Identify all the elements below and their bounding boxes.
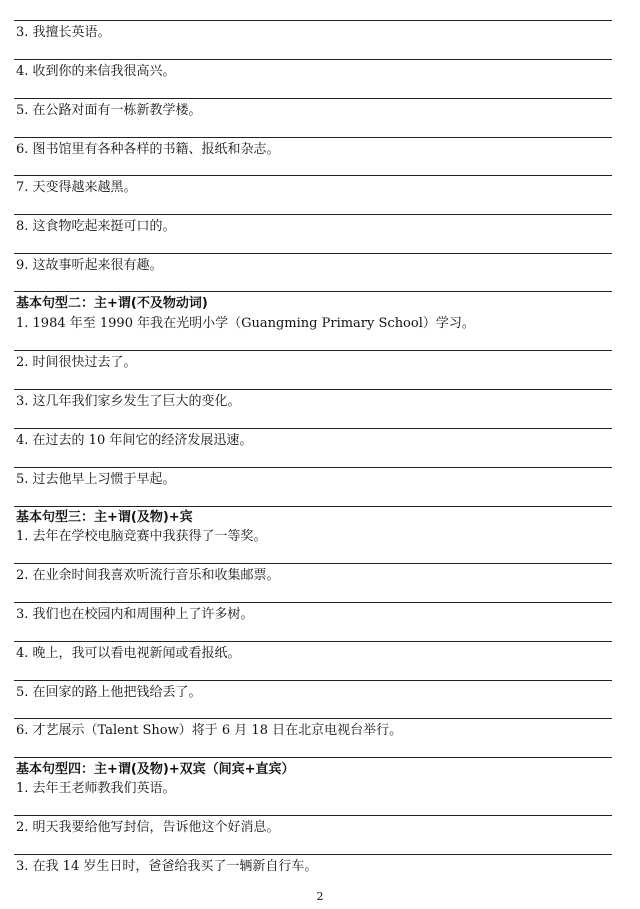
- answer-line[interactable]: [14, 175, 612, 176]
- page-number: 2: [316, 890, 324, 903]
- answer-line[interactable]: [14, 59, 612, 60]
- sentence-item: 4. 在过去的 10 年间它的经济发展迅速。: [16, 433, 253, 448]
- sentence-item: 3. 这几年我们家乡发生了巨大的变化。: [16, 394, 241, 409]
- answer-line[interactable]: [14, 680, 612, 681]
- sentence-item: 1. 去年在学校电脑竞赛中我获得了一等奖。: [16, 529, 267, 544]
- sentence-item: 3. 我擅长英语。: [16, 25, 111, 40]
- sentence-item: 2. 明天我要给他写封信，告诉他这个好消息。: [16, 820, 280, 835]
- sentence-item: 4. 晚上，我可以看电视新闻或看报纸。: [16, 646, 241, 661]
- answer-line[interactable]: [14, 641, 612, 642]
- answer-line[interactable]: [14, 854, 612, 855]
- section-heading: 基本句型二：主+谓(不及物动词): [16, 296, 208, 311]
- answer-line[interactable]: [14, 563, 612, 564]
- answer-line[interactable]: [14, 389, 612, 390]
- answer-line[interactable]: [14, 467, 612, 468]
- answer-line[interactable]: [14, 253, 612, 254]
- sentence-item: 2. 时间很快过去了。: [16, 355, 137, 370]
- sentence-item: 5. 在回家的路上他把钱给丢了。: [16, 685, 202, 700]
- answer-line[interactable]: [14, 291, 612, 292]
- answer-line[interactable]: [14, 98, 612, 99]
- answer-line[interactable]: [14, 428, 612, 429]
- answer-line[interactable]: [14, 602, 612, 603]
- answer-line[interactable]: [14, 718, 612, 719]
- answer-line[interactable]: [14, 506, 612, 507]
- sentence-item: 5. 在公路对面有一栋新教学楼。: [16, 103, 202, 118]
- section-heading: 基本句型三：主+谓(及物)+宾: [16, 510, 193, 525]
- sentence-item: 8. 这食物吃起来挺可口的。: [16, 219, 176, 234]
- section-heading: 基本句型四：主+谓(及物)+双宾（间宾+直宾）: [16, 762, 295, 777]
- sentence-item: 7. 天变得越来越黑。: [16, 180, 137, 195]
- sentence-item: 6. 图书馆里有各种各样的书籍、报纸和杂志。: [16, 142, 280, 157]
- sentence-item: 6. 才艺展示（Talent Show）将于 6 月 18 日在北京电视台举行。: [16, 723, 403, 738]
- answer-line[interactable]: [14, 20, 612, 21]
- sentence-item: 9. 这故事听起来很有趣。: [16, 258, 163, 273]
- sentence-item: 3. 在我 14 岁生日时，爸爸给我买了一辆新自行车。: [16, 859, 318, 874]
- answer-line[interactable]: [14, 137, 612, 138]
- sentence-item: 1. 1984 年至 1990 年我在光明小学（Guangming Primary School）学习。: [16, 316, 475, 331]
- answer-line[interactable]: [14, 214, 612, 215]
- sentence-item: 3. 我们也在校园内和周围种上了许多树。: [16, 607, 254, 622]
- answer-line[interactable]: [14, 815, 612, 816]
- sentence-item: 1. 去年王老师教我们英语。: [16, 781, 176, 796]
- answer-line[interactable]: [14, 350, 612, 351]
- answer-line[interactable]: [14, 757, 612, 758]
- sentence-item: 2. 在业余时间我喜欢听流行音乐和收集邮票。: [16, 568, 280, 583]
- sentence-item: 4. 收到你的来信我很高兴。: [16, 64, 176, 79]
- sentence-item: 5. 过去他早上习惯于早起。: [16, 472, 176, 487]
